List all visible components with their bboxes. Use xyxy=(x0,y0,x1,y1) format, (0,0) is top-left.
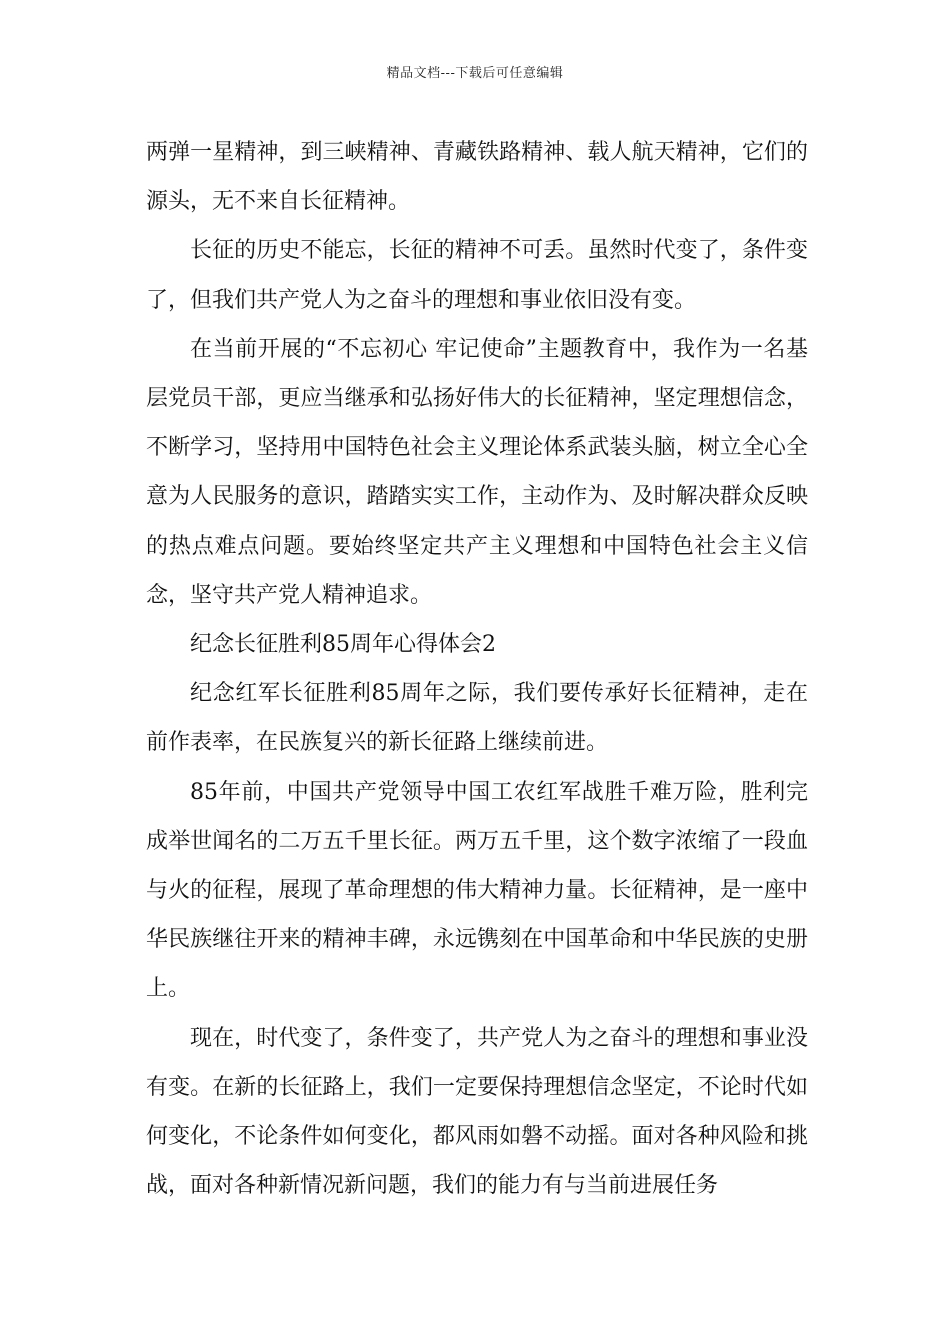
paragraph: 两弹一星精神，到三峡精神、青藏铁路精神、载人航天精神，它们的源头，无不来自长征精神。 xyxy=(146,140,808,215)
paragraph: 纪念红军长征胜利85周年之际，我们要传承好长征精神，走在前作表率，在民族复兴的新长征路上继续前进。 xyxy=(146,681,808,756)
paragraph: 长征的历史不能忘，长征的精神不可丢。虽然时代变了，条件变了，但我们共产党人为之奋斗的理想和事业依旧没有变。 xyxy=(146,238,808,313)
section-title: 纪念长征胜利85周年心得体会2 xyxy=(190,632,496,658)
paragraph: 在当前开展的“不忘初心 牢记使命”主题教育中，我作为一名基层党员干部，更应当继承和弘扬好伟大的长征精神，坚定理想信念，不断学习，坚持用中国特色社会主义理论体系武装头脑，树立全心全意为人民服务的意识，踏踏实实工作，主动作为、及时解决群众反映的热点难点问题。要始终坚定共产主义理想和中国特色社会主义信念，坚守共产党人精神追求。 xyxy=(146,336,808,608)
paragraph: 85年前，中国共产党领导中国工农红军战胜千难万险，胜利完成举世闻名的二万五千里长征。两万五千里，这个数字浓缩了一段血与火的征程，展现了革命理想的伟大精神力量。长征精神，是一座中华民族继往开来的精神丰碑，永远镌刻在中国革命和中华民族的史册上。 xyxy=(146,779,808,1002)
page-header: 精品文档---下载后可任意编辑 xyxy=(386,66,564,81)
paragraph: 现在，时代变了，条件变了，共产党人为之奋斗的理想和事业没有变。在新的长征路上，我们一定要保持理想信念坚定，不论时代如何变化，不论条件如何变化，都风雨如磐不动摇。面对各种风险和挑战，面对各种新情况新问题，我们的能力有与当前进展任务 xyxy=(146,1025,808,1199)
document-body xyxy=(146,128,808,1210)
